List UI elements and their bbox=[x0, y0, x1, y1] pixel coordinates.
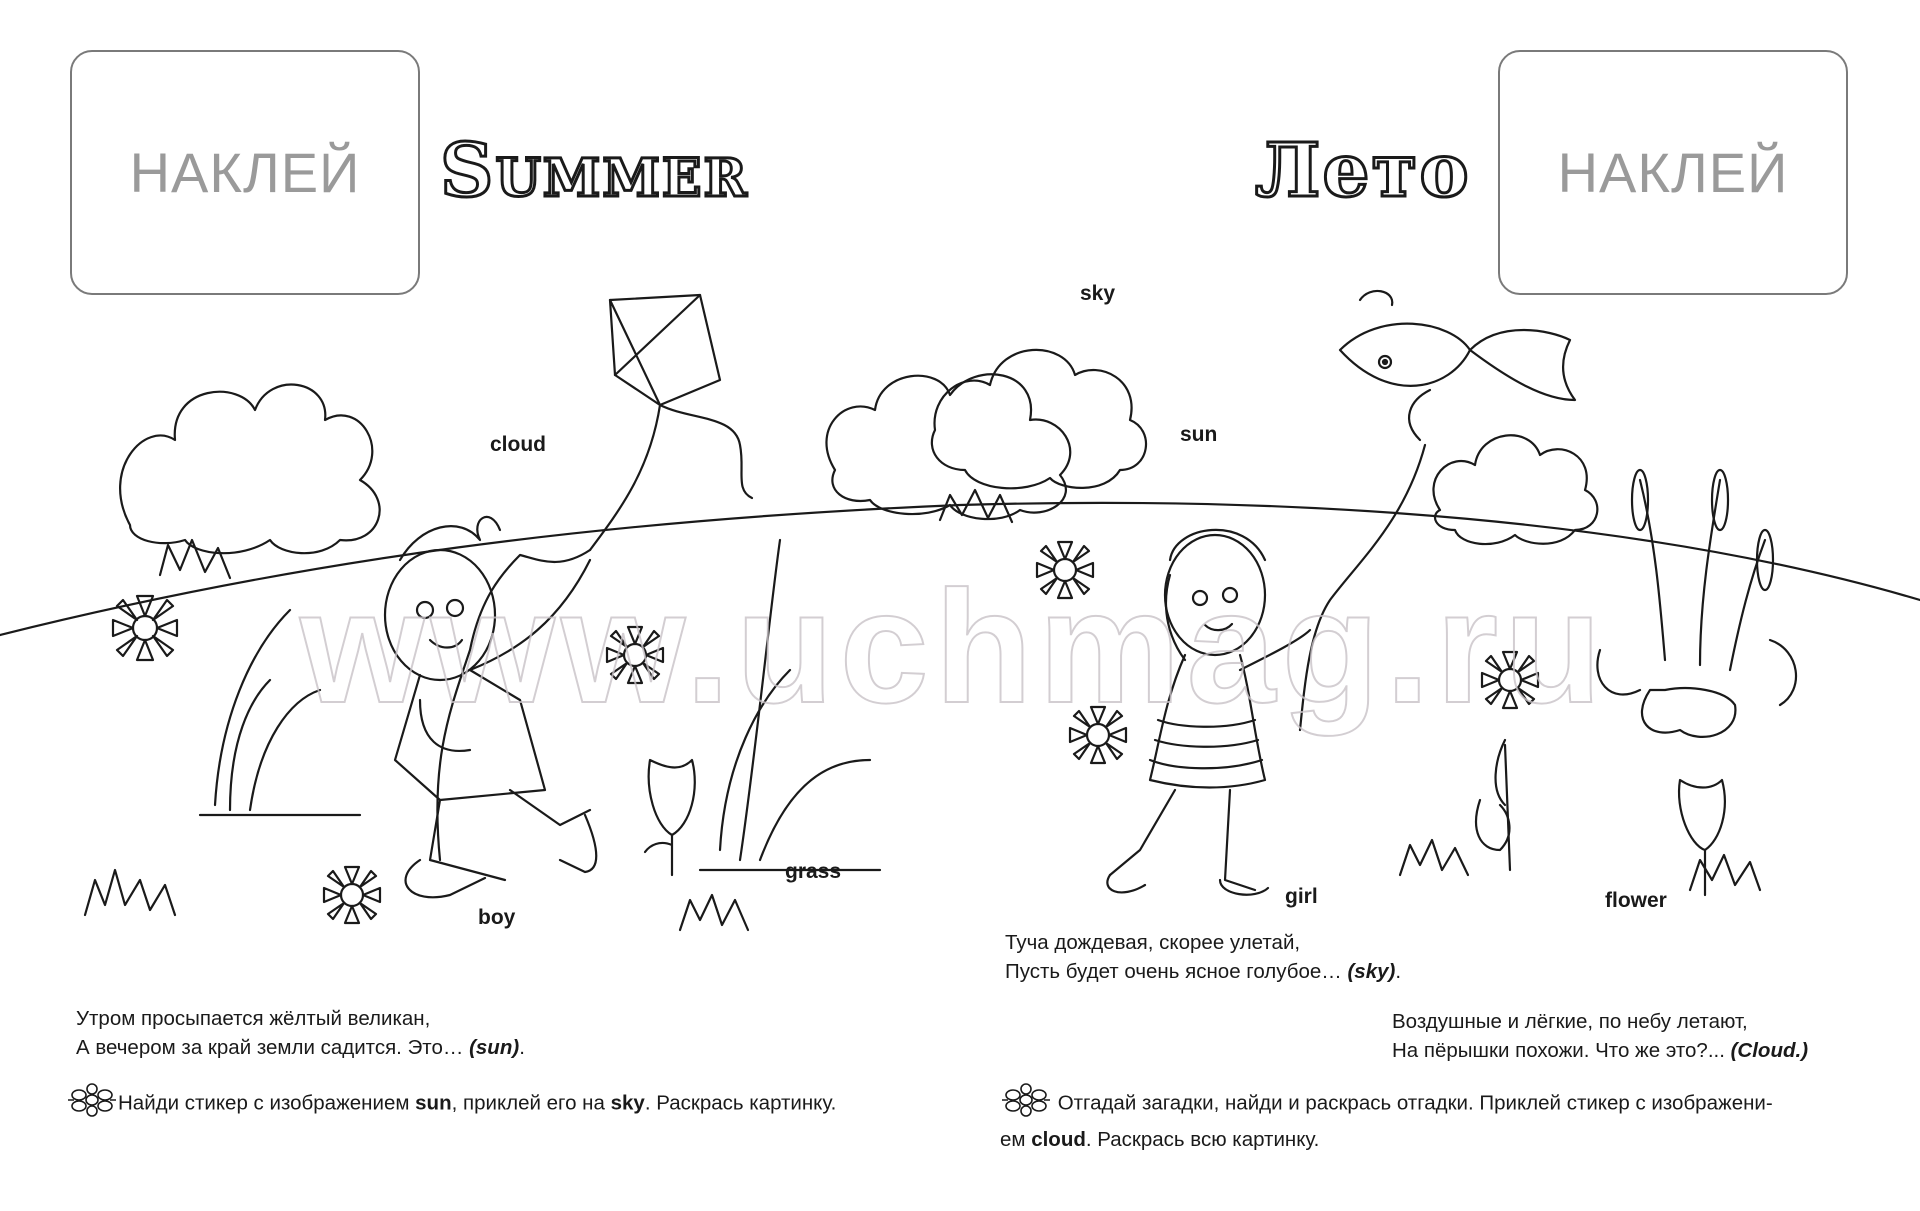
grass-tuft bbox=[160, 540, 230, 578]
task-left: Найди стикер с изображением sun, приклей его на sky. Раскрась картинку. bbox=[66, 1083, 836, 1125]
bush-right bbox=[1433, 435, 1597, 544]
grass-tuft bbox=[85, 870, 175, 915]
sticker-placeholder-left[interactable] bbox=[70, 50, 420, 295]
wheat-plants bbox=[1597, 470, 1796, 737]
riddle-line: А вечером за край земли садится. Это… (sun). bbox=[76, 1036, 525, 1059]
word-cloud: cloud bbox=[490, 433, 546, 456]
word-sky: sky bbox=[1080, 282, 1116, 305]
word-sun: sun bbox=[1180, 423, 1218, 446]
riddle-answer: (Cloud.) bbox=[1730, 1039, 1809, 1062]
flower-icon bbox=[66, 1083, 118, 1125]
word-boy: boy bbox=[478, 906, 516, 929]
word-girl: girl bbox=[1285, 885, 1318, 908]
riddle-cloud bbox=[1392, 1007, 1808, 1065]
riddle-line: Туча дождевая, скорее улетай, bbox=[1005, 931, 1301, 954]
word-grass: grass bbox=[785, 860, 842, 883]
sticker-label: НАКЛЕЙ bbox=[129, 141, 361, 204]
riddle-line: На пёрышки похожи. Что же это?... (Cloud.) bbox=[1392, 1039, 1809, 1062]
riddle-line: Пусть будет очень ясное голубое… (sky). bbox=[1005, 960, 1402, 983]
word-flower: flower bbox=[1605, 889, 1667, 912]
riddle-line: Воздушные и лёгкие, по небу летают, bbox=[1392, 1010, 1748, 1033]
riddle-sky bbox=[1005, 928, 1401, 986]
grass-tuft bbox=[1690, 855, 1760, 890]
tulip-flower bbox=[645, 760, 695, 875]
title-russian: Лето bbox=[1255, 128, 1471, 214]
sticker-label: НАКЛЕЙ bbox=[1557, 141, 1789, 204]
riddle-line: Утром просыпается жёлтый великан, bbox=[76, 1007, 431, 1030]
watermark: www.uchmag.ru bbox=[300, 557, 1608, 736]
kite-icon-left bbox=[590, 295, 752, 550]
title-english: Summer bbox=[440, 128, 749, 214]
riddle-answer: (sky) bbox=[1347, 960, 1396, 983]
task-right: Отгадай загадки, найди и раскрась отгадки. Приклей стикер с изображени- ем cloud. Раскрась всю картинку. bbox=[1000, 1083, 1773, 1154]
grass-tuft bbox=[680, 895, 748, 930]
tulip-flower bbox=[1679, 780, 1725, 895]
sticker-placeholder-right[interactable] bbox=[1498, 50, 1848, 295]
bush-left bbox=[120, 385, 380, 554]
bellflower bbox=[1476, 740, 1510, 870]
daisy-flower bbox=[324, 867, 380, 923]
riddle-answer: (sun) bbox=[469, 1036, 520, 1059]
riddle-sun bbox=[76, 1004, 525, 1062]
flower-icon bbox=[1000, 1083, 1052, 1125]
grass-tuft bbox=[1400, 840, 1468, 875]
